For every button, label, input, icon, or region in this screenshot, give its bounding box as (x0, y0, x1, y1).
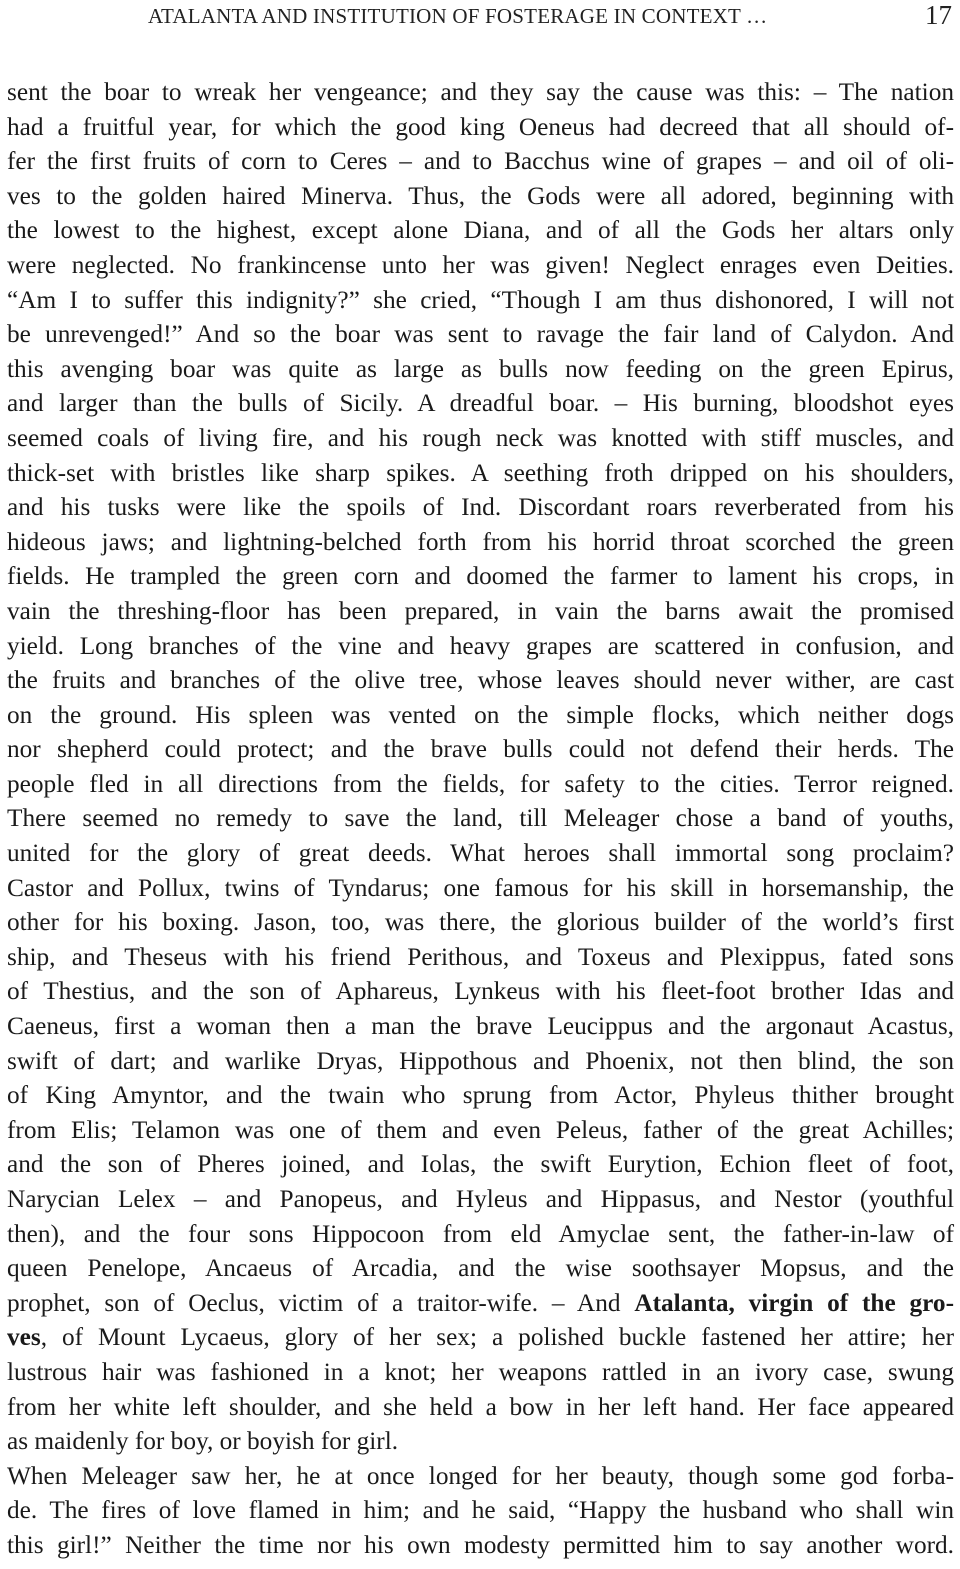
text-line: as maidenly for boy, or boyish for girl. (7, 1427, 399, 1456)
bold-text-run: ves (7, 1323, 41, 1352)
text-line: on the ground. His spleen was vented on the simple flocks, which neither dogs (7, 700, 954, 729)
text-line: then), and the four sons Hippocoon from eld Amyclae sent, the father-in-law of (7, 1219, 954, 1248)
text-line: of King Amyntor, and the twain who sprung from Actor, Phyleus thither brought (7, 1081, 954, 1110)
text-line: When Meleager saw her, he at once longed for her beauty, though some god forba- (7, 1461, 954, 1490)
text-line: There seemed no remedy to save the land, till Meleager chose a band of youths, (7, 804, 954, 833)
text-line: and his tusks were like the spoils of Ind. Discordant roars reverberated from his (7, 493, 954, 522)
text-line: be unrevenged!” And so the boar was sent to ravage the fair land of Calydon. And (7, 320, 954, 349)
text-line: Narycian Lelex – and Panopeus, and Hyleus and Hippasus, and Nestor (youthful (7, 1185, 954, 1213)
text-line: thick-set with bristles like sharp spikes. A seething froth dripped on his shoulders, (7, 458, 954, 487)
bold-text-run: Atalanta, virgin of the gro- (634, 1288, 954, 1317)
text-line: seemed coals of living fire, and his rough neck was knotted with stiff muscles, and (7, 423, 954, 452)
text-line: this girl!” Neither the time nor his own modesty permitted him to say another word. (7, 1530, 954, 1559)
text-line: “Am I to suffer this indignity?” she cried, “Though I am thus dishonored, I will not (7, 285, 954, 314)
text-line: and larger than the bulls of Sicily. A dreadful boar. – His burning, bloodshot eyes (7, 389, 954, 418)
text-line: fer the first fruits of corn to Ceres – and to Bacchus wine of grapes – and oil of oli- (7, 147, 954, 176)
text-line: lustrous hair was fashioned in a knot; her weapons rattled in an ivory case, swung (7, 1357, 954, 1386)
text-line: yield. Long branches of the vine and heavy grapes are scattered in confusion, and (7, 631, 954, 660)
running-header (0, 0, 960, 40)
text-line: vain the threshing-floor has been prepared, in vain the barns await the promised (7, 596, 954, 625)
text-line: united for the glory of great deeds. What heroes shall immortal song proclaim? (7, 839, 954, 868)
text-line: hideous jaws; and lightning-belched forth from his horrid throat scorched the green (7, 527, 954, 556)
text-line: de. The fires of love flamed in him; and he said, “Happy the husband who shall win (7, 1496, 954, 1525)
text-line: had a fruitful year, for which the good king Oeneus had decreed that all should of- (7, 112, 954, 141)
text-line: ves to the golden haired Minerva. Thus, the Gods were all adored, beginning with (7, 181, 954, 210)
text-line: people fled in all directions from the fields, for safety to the cities. Terror reigned. (7, 769, 954, 798)
text-line: from Elis; Telamon was one of them and even Peleus, father of the great Achilles; (7, 1115, 954, 1144)
text-line: the lowest to the highest, except alone Diana, and of all the Gods her altars only (7, 216, 954, 245)
text-run: , of Mount Lycaeus, glory of her sex; a polished buckle fastened her attire; her (40, 1323, 954, 1352)
text-line: Castor and Pollux, twins of Tyndarus; one famous for his skill in horsemanship, the (7, 873, 954, 902)
text-line: nor shepherd could protect; and the brave bulls could not defend their herds. The (7, 735, 954, 764)
text-line: Caeneus, first a woman then a man the brave Leucippus and the argonaut Acastus, (7, 1012, 954, 1041)
text-line (7, 1286, 954, 1321)
text-line: were neglected. No frankincense unto her was given! Neglect enrages even Deities. (7, 250, 954, 279)
text-line: swift of dart; and warlike Dryas, Hippothous and Phoenix, not then blind, the son (7, 1046, 954, 1075)
text-line (7, 1320, 954, 1355)
text-line: the fruits and branches of the olive tree, whose leaves should never wither, are cast (7, 666, 954, 695)
page-number: 17 (925, 0, 952, 30)
text-line: this avenging boar was quite as large as bulls now feeding on the green Epirus, (7, 354, 954, 383)
running-title: ATALANTA AND INSTITUTION OF FOSTERAGE IN CONTEXT … (148, 4, 768, 28)
text-line: sent the boar to wreak her vengeance; and they say the cause was this: – The nation (7, 78, 954, 106)
text-run: prophet, son of Oeclus, victim of a traitor-wife. – And (7, 1288, 635, 1317)
text-line: of Thestius, and the son of Aphareus, Lynkeus with his fleet-foot brother Idas and (7, 977, 954, 1006)
text-line: other for his boxing. Jason, too, was there, the glorious builder of the world’s first (7, 908, 954, 937)
text-line: and the son of Pheres joined, and Iolas, the swift Eurytion, Echion fleet of foot, (7, 1150, 954, 1179)
text-line: from her white left shoulder, and she held a bow in her left hand. Her face appeared (7, 1392, 954, 1421)
text-line: ship, and Theseus with his friend Perithous, and Toxeus and Plexippus, fated sons (7, 942, 954, 971)
body-text (7, 75, 954, 1563)
text-line: queen Penelope, Ancaeus of Arcadia, and the wise soothsayer Mopsus, and the (7, 1254, 954, 1283)
text-line: fields. He trampled the green corn and doomed the farmer to lament his crops, in (7, 562, 954, 591)
